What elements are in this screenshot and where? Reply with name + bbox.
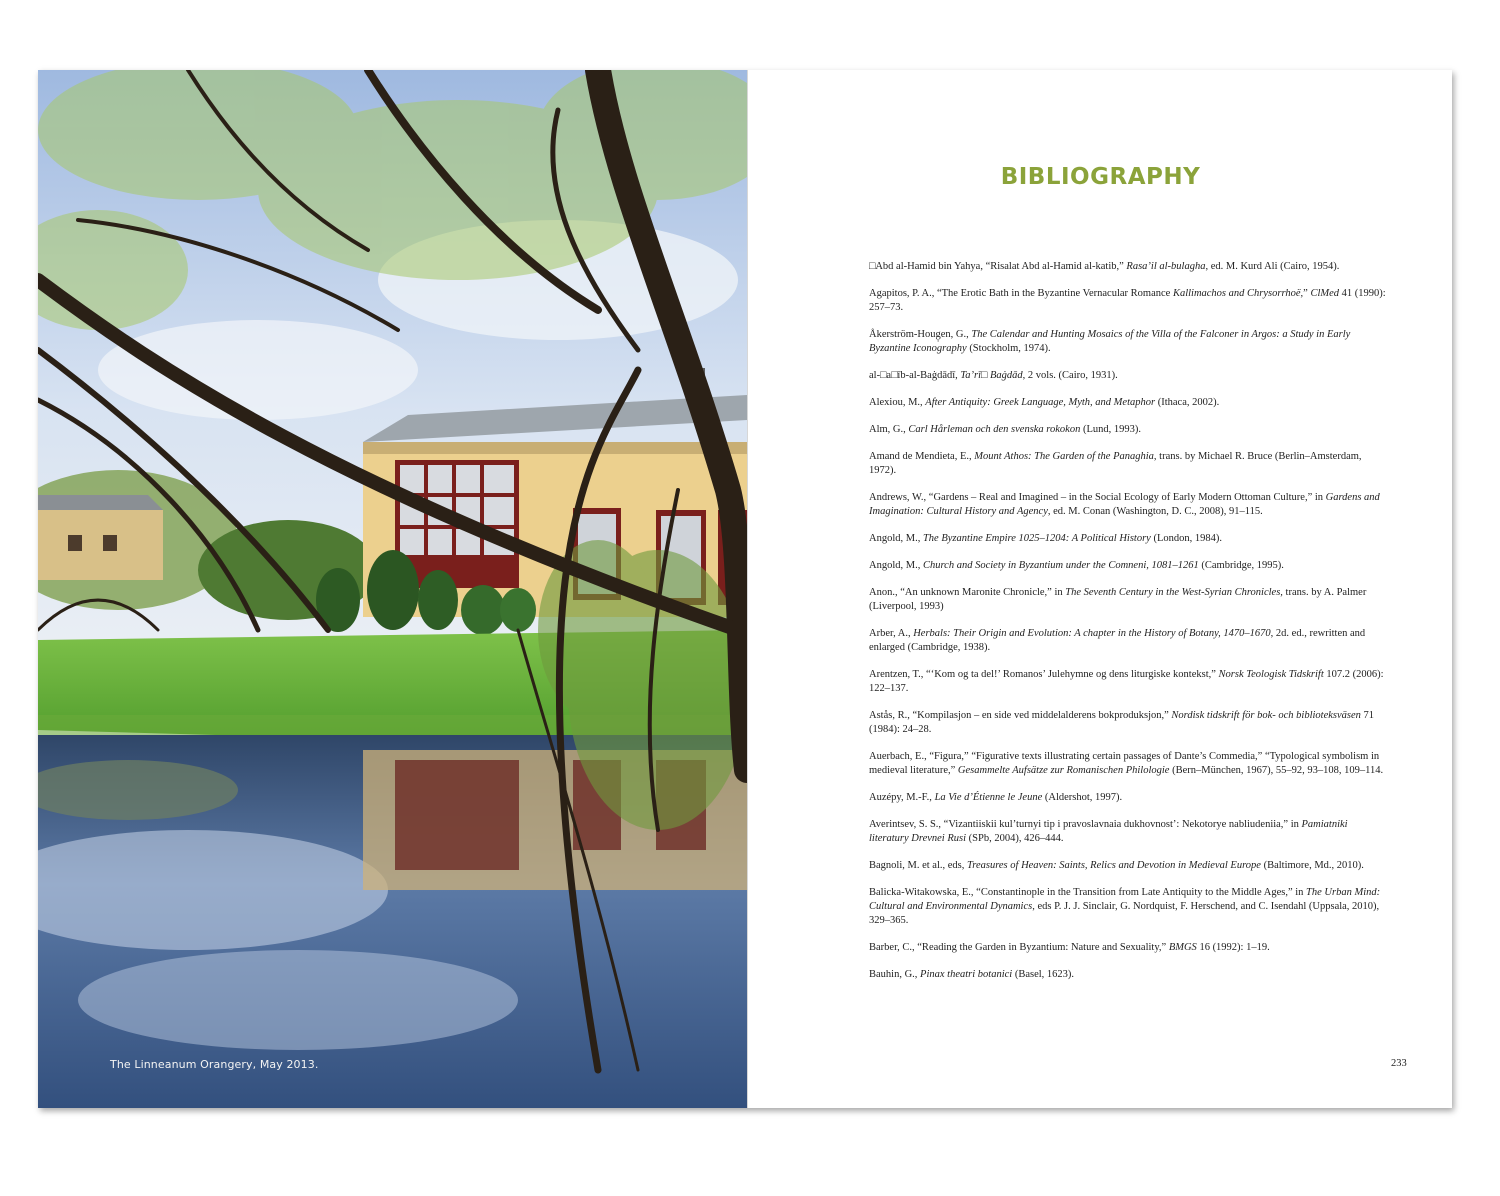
bibliography-entry [869,859,1389,873]
entry-text: ” [1303,288,1311,299]
bibliography-entry [869,423,1389,437]
entry-title-italic: ClMed [1310,288,1340,299]
entry-text: , eds P. J. J. Sinclair, G. Nordquist, F. Herschend, and C. Isendahl (Uppsala, 2010), 329–365. [869,901,1380,926]
entry-text: Alexiou, M., [869,397,926,408]
entry-text: Auerbach, E., “Figura,” “Figurative texts illustrating certain passages of Dante’s Commedia,” “Typological symbolism in medieval literature,” [869,751,1380,776]
entry-title-italic: Nordisk tidskrift för bok- och biblioteksväsen [1171,710,1361,721]
entry-text: (London, 1984). [1150,533,1223,544]
entry-text: 71 (1984): 24–28. [869,710,1375,735]
page-title: BIBLIOGRAPHY [1000,164,1201,190]
bibliography-entry [869,287,1389,315]
entry-text: , 2 vols. (Cairo, 1931). [1022,370,1118,381]
entry-title-italic: The Urban Mind: Cultural and Environmental Dynamics [869,887,1381,912]
entry-title-italic: Treasures of Heaven: Saints, Relics and Devotion in Medieval Europe [967,860,1261,871]
bibliography-entry [869,450,1389,478]
entry-text: (Ithaca, 2002). [1155,397,1220,408]
entry-text: , ed. M. Conan (Washington, D. C., 2008), 91–115. [1047,506,1263,517]
entry-text: Andrews, W., “Gardens – Real and Imagined – in the Social Ecology of Early Modern Ottoman Culture,” in [869,492,1326,503]
entry-text: trans. by A. Palmer (Liverpool, 1993) [869,587,1367,612]
entry-title-italic: BMGS [1168,942,1197,953]
left-page-photo [38,70,747,1108]
bibliography-entry [869,260,1389,274]
entry-text: Bagnoli, M. et al., eds, [869,860,967,871]
entry-title-italic: Pamiatniki literatury Drevnei Rusi [869,819,1348,844]
bibliography-entry [869,750,1389,778]
entry-text: □Abd al-Hamid bin Yahya, “Risalat Abd al-Hamid al-katib,” [869,261,1127,272]
entry-text: 107.2 (2006): 122–137. [869,669,1384,694]
entry-text: (Basel, 1623). [1012,969,1075,980]
entry-title-italic: The Byzantine Empire 1025–1204: A Political History [922,533,1151,544]
bibliography-entry [869,396,1389,410]
entry-text: (Baltimore, Md., 2010). [1260,860,1364,871]
bibliography-list [869,260,1389,995]
entry-title-italic: Gardens and Imagination: Cultural History and Agency [869,492,1380,517]
entry-title-italic: La Vie d’Étienne le Jeune [934,792,1043,803]
entry-title-italic: Gesammelte Aufsätze zur Romanischen Philologie [957,765,1170,776]
entry-title-italic: Kallimachos and Chrysorrhoë, [1172,288,1304,299]
right-page [747,70,1452,1108]
entry-text: Anon., “An unknown Maronite Chronicle,” in [869,587,1066,598]
orangery-photo [38,70,747,1108]
bibliography-entry [869,791,1389,805]
bibliography-entry [869,941,1389,955]
entry-text: Astås, R., “Kompilasjon – en side ved middelalderens bokproduksjon,” [869,710,1172,721]
entry-text: Alm, G., [869,424,909,435]
page-number: 233 [1391,1058,1407,1069]
entry-text: (Stockholm, 1974). [966,343,1051,354]
entry-text: Agapitos, P. A., “The Erotic Bath in the Byzantine Vernacular Romance [869,288,1173,299]
bibliography-entry [869,559,1389,573]
bibliography-entry [869,586,1389,614]
entry-text: (Bern–München, 1967), 55–92, 93–108, 109–114. [1169,765,1384,776]
entry-text: Averintsev, S. S., “Vizantiiskii kul’turnyi tip i pravoslavnaia dukhovnost’: Nekotorye nabliudeniia,” in [869,819,1302,830]
entry-text: (SPb, 2004), 426–444. [966,833,1064,844]
entry-text: (Cambridge, 1995). [1198,560,1284,571]
entry-text: Amand de Mendieta, E., [869,451,975,462]
entry-text: Bauhin, G., [869,969,921,980]
entry-title-italic: The Seventh Century in the West-Syrian Chronicles, [1065,587,1283,598]
bibliography-entry [869,328,1389,356]
entry-title-italic: Herbals: Their Origin and Evolution: A chapter in the History of Botany, 1470–1670 [913,628,1271,639]
entry-text: Arentzen, T., “‘Kom og ta del!’ Romanos’ Julehymne og dens liturgiske kontekst,” [869,669,1219,680]
bibliography-entry [869,709,1389,737]
bibliography-entry [869,369,1389,383]
entry-title-italic: Ta’rī□ Baġdād [960,370,1023,381]
book-spread [38,70,1452,1108]
entry-text: , trans. by Michael R. Bruce (Berlin–Amsterdam, 1972). [869,451,1362,476]
entry-title-italic: Pinax theatri botanici [920,969,1013,980]
entry-text: , ed. M. Kurd Ali (Cairo, 1954). [1205,261,1340,272]
entry-title-italic: Church and Society in Byzantium under the Comneni, 1081–1261 [922,560,1199,571]
bibliography-entry [869,668,1389,696]
entry-text: , 2d. ed., rewritten and enlarged (Cambridge, 1938). [869,628,1366,653]
entry-text: Angold, M., [869,533,923,544]
bibliography-entry [869,491,1389,519]
entry-text: Åkerström-Houg̣en, G., [869,329,972,340]
bibliography-entry [869,627,1389,655]
bibliography-entry [869,968,1389,982]
entry-title-italic: Rasa’il al-bulagha [1126,261,1206,272]
entry-text: Balicka-Witakowska, E., “Constantinople in the Transition from Late Antiquity to the Middle Ages,” in [869,887,1307,898]
entry-text: (Lund, 1993). [1080,424,1141,435]
entry-text: al-□a□īb-al-Baġdādī, [869,370,961,381]
entry-text: Barber, C., “Reading the Garden in Byzantium: Nature and Sexuality,” [869,942,1169,953]
bibliography-entry [869,818,1389,846]
bibliography-entry [869,886,1389,928]
photo-caption: The Linneanum Orangery, May 2013. [110,1058,319,1071]
entry-title-italic: After Antiquity: Greek Language, Myth, and Metaphor [925,397,1156,408]
entry-text: Angold, M., [869,560,923,571]
entry-text: 41 (1990): 257–73. [869,288,1386,313]
entry-text: Auzépy, M.-F., [869,792,935,803]
bibliography-entry [869,532,1389,546]
entry-title-italic: Carl Hårleman och den svenska rokokon [908,424,1081,435]
entry-text: 16 (1992): 1–19. [1196,942,1270,953]
entry-text: Arber, A., [869,628,914,639]
entry-title-italic: The Calendar and Hunting Mosaics of the Villa of the Falconer in Argos: a Study in Early Byzantine Iconography [869,329,1351,354]
entry-title-italic: Mount Athos: The Garden of the Panaghia [974,451,1154,462]
entry-title-italic: Norsk Teologisk Tidskrift [1218,669,1324,680]
entry-text: (Aldershot, 1997). [1042,792,1123,803]
